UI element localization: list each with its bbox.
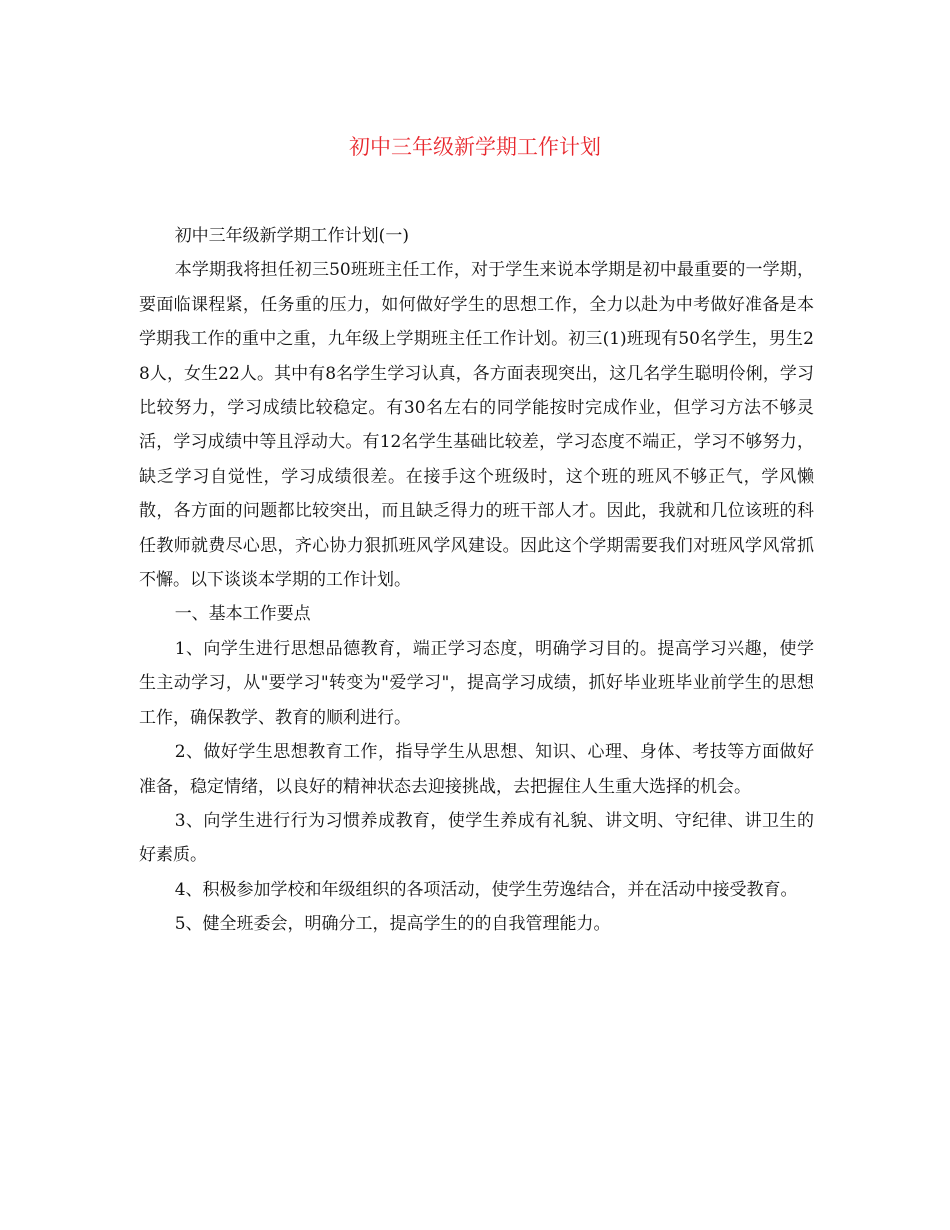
list-item-2: 2、做好学生思想教育工作，指导学生从思想、知识、心理、身体、考技等方面做好准备，稳定情绪，以良好的精神状态去迎接挑战，去把握住人生重大选择的机会。: [139, 742, 814, 797]
list-item-5: 5、健全班委会，明确分工，提高学生的的自我管理能力。: [174, 914, 611, 935]
section-heading: 初中三年级新学期工作计划(一): [174, 226, 409, 246]
subsection-heading: 一、基本工作要点: [174, 604, 311, 625]
list-item-1: 1、向学生进行思想品德教育，端正学习态度，明确学习目的。提高学习兴趣，使学生主动学习，从"要学习"转变为"爱学习"，提高学习成绩，抓好毕业班毕业前学生的思想工作，确保教学、教育的顺利进行。: [139, 638, 814, 728]
document-title: 初中三年级新学期工作计划: [349, 135, 601, 159]
list-item-4: 4、积极参加学校和年级组织的各项活动，使学生劳逸结合，并在活动中接受教育。: [174, 879, 798, 900]
list-item-3: 3、向学生进行行为习惯养成教育，使学生养成有礼貌、讲文明、守纪律、讲卫生的好素质。: [139, 810, 814, 866]
intro-paragraph: 本学期我将担任初三50班班主任工作，对于学生来说本学期是初中最重要的一学期，要面临课程紧，任务重的压力，如何做好学生的思想工作，全力以赴为中考做好准备是本学期我工作的重中之重，九年级上学期班主任工作计划。初三(1)班现有50名学生，男生28人，女生22人。其中有8名学生学习认真，各方面表现突出，这几名学生聪明伶俐，学习比较努力，学习成绩比较稳定。有30名左右的同学能按时完成作业，但学习方法不够灵活，学习成绩中等且浮动大。有12名学生基础比较差，学习态度不端正，学习不够努力，缺乏学习自觉性，学习成绩很差。在接手这个班级时，这个班的班风不够正气，学风懒散，各方面的问题都比较突出，而且缺乏得力的班干部人才。因此，我就和几位该班的科任教师就费尽心思，齐心协力狠抓班风学风建设。因此这个学期需要我们对班风学风常抓不懈。以下谈谈本学期的工作计划。: [139, 260, 814, 591]
document-body: [139, 219, 814, 942]
